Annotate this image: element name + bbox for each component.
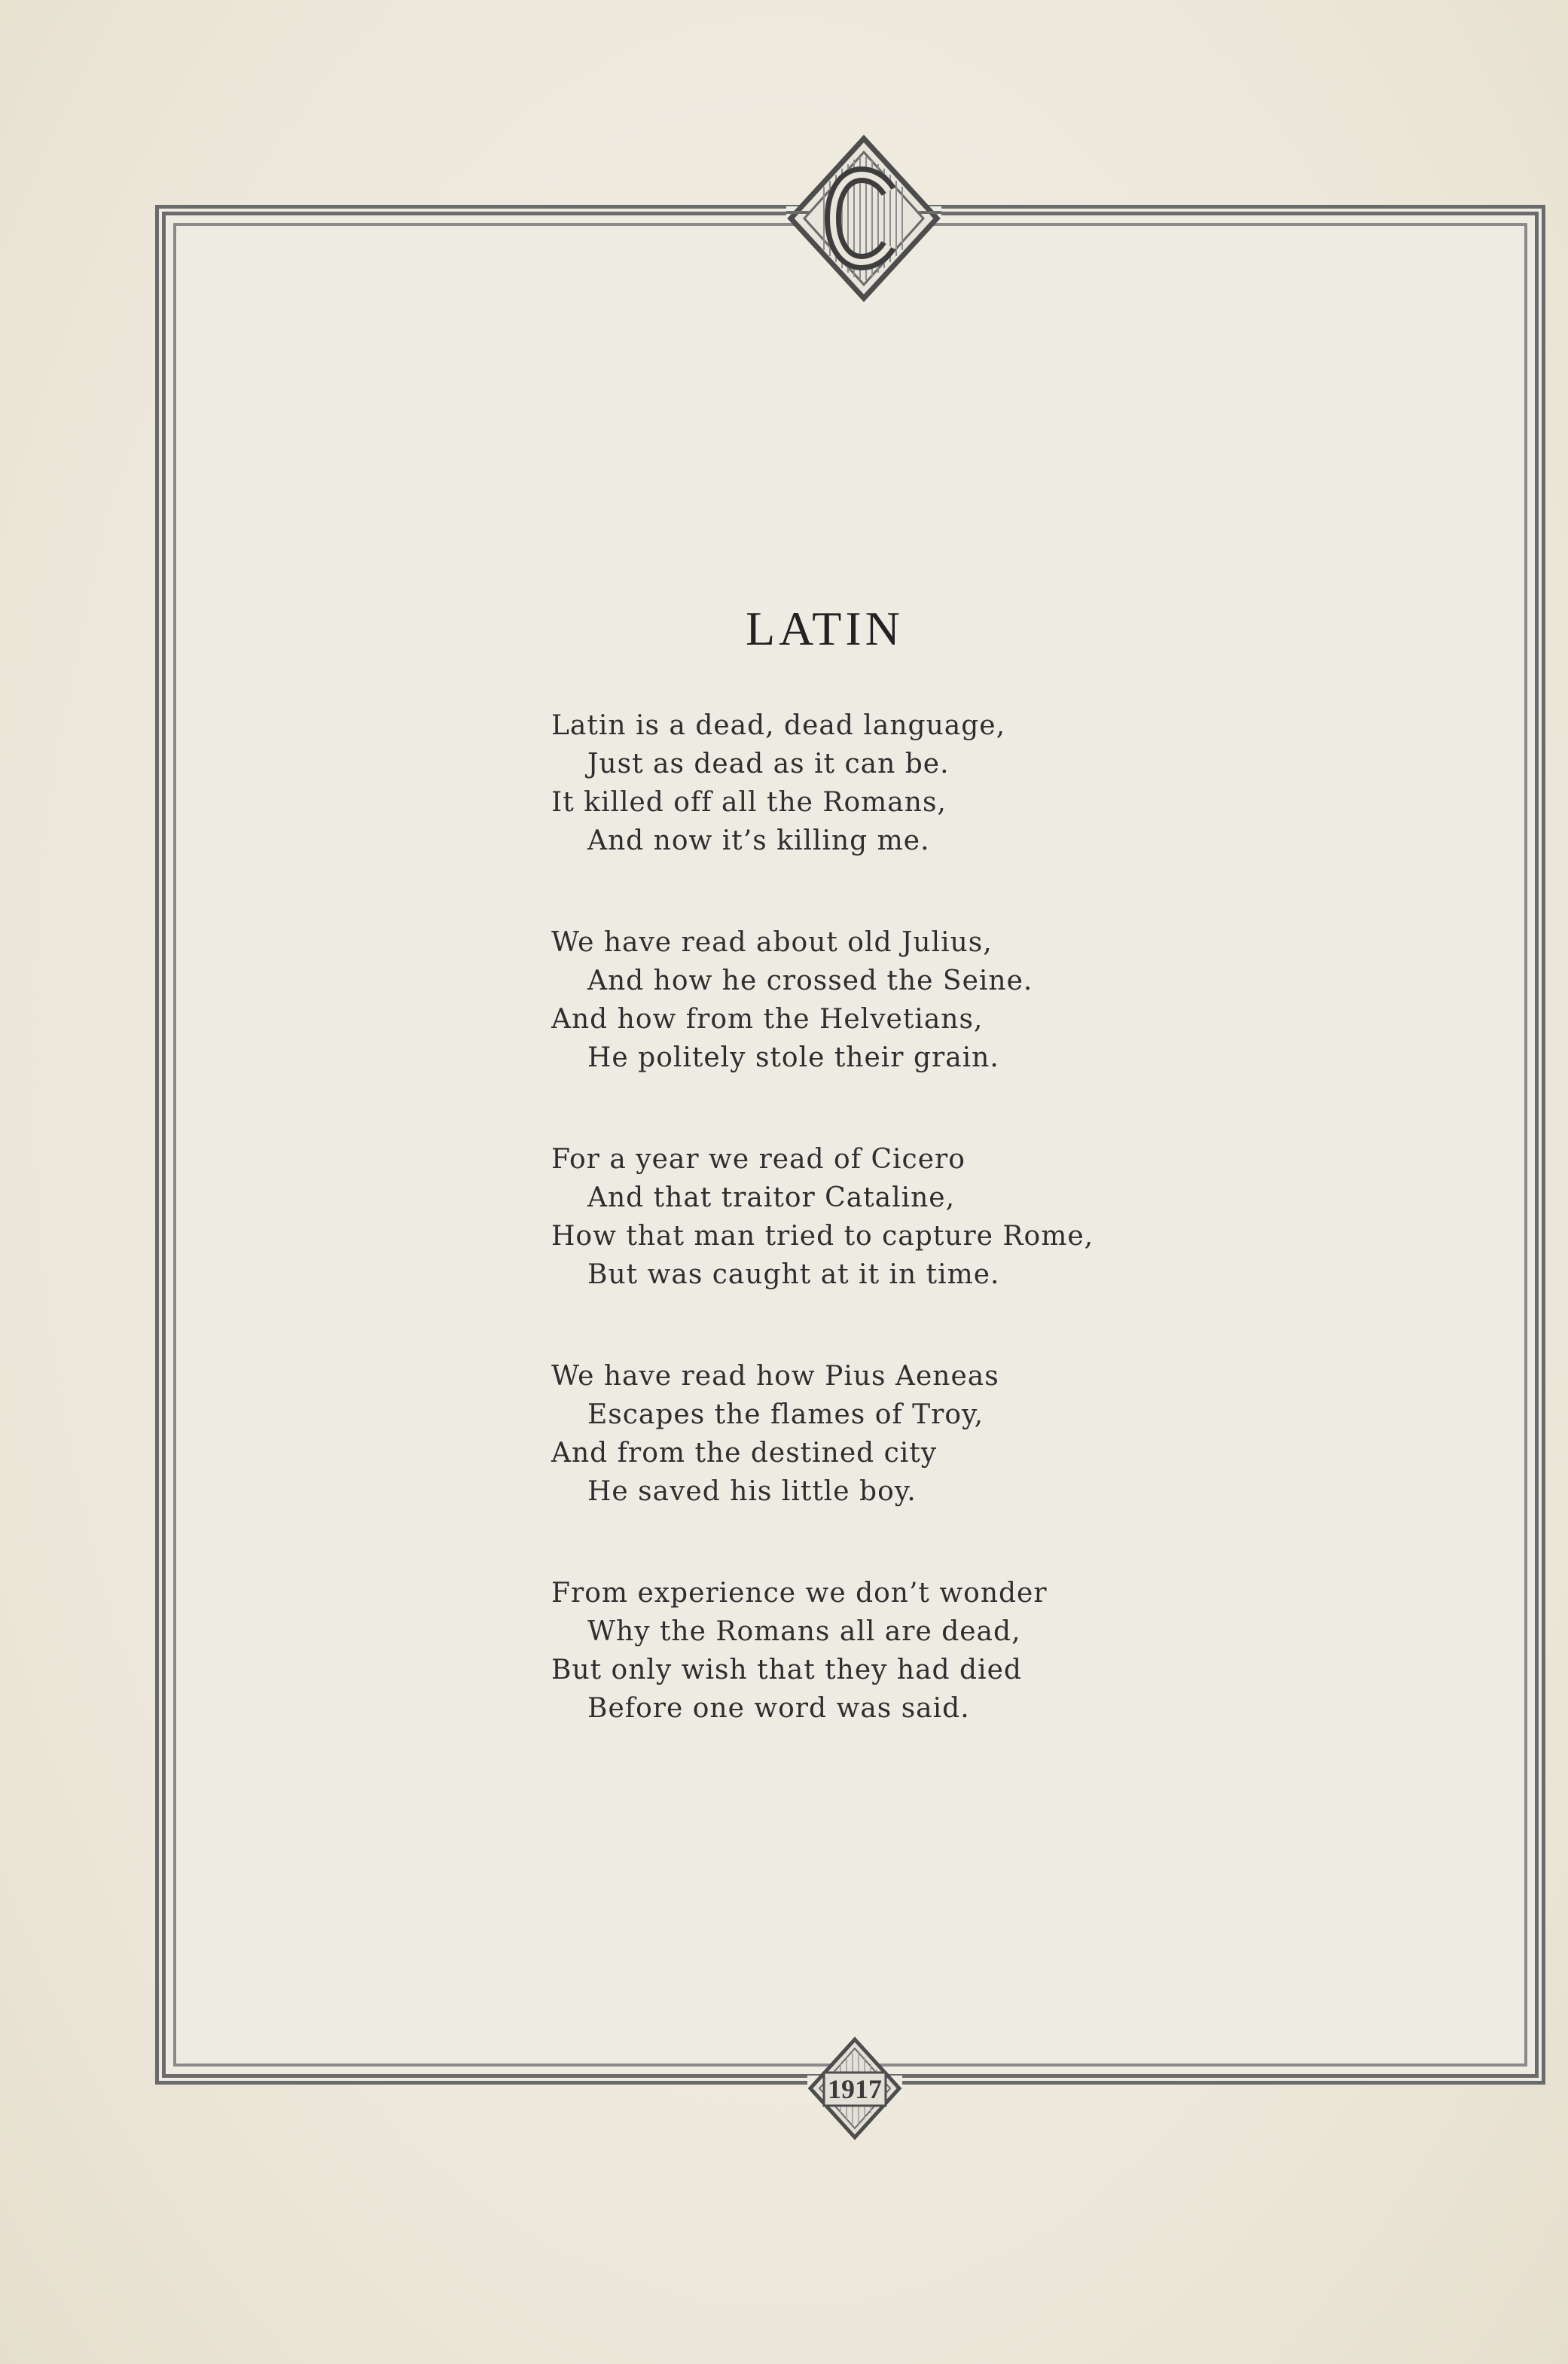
- poem-body: [551, 706, 1094, 1791]
- poem-line: And from the destined city: [551, 1438, 938, 1469]
- poem-line: Latin is a dead, dead language,: [551, 710, 1006, 741]
- poem-stanza: [551, 706, 1094, 860]
- poem-line: How that man tried to capture Rome,: [551, 1221, 1094, 1252]
- poem-line: From experience we don’t wonder: [551, 1578, 1048, 1609]
- poem-line: Escapes the flames of Troy,: [587, 1399, 984, 1430]
- poem-line: And that traitor Cataline,: [587, 1182, 956, 1213]
- poem-line: And now it’s killing me.: [587, 825, 930, 856]
- poem-line: For a year we read of Cicero: [551, 1144, 966, 1175]
- poem-line: But was caught at it in time.: [587, 1259, 1000, 1290]
- poem-stanza: [551, 1140, 1094, 1294]
- poem-line: He saved his little boy.: [587, 1476, 917, 1507]
- poem-line: He politely stole their grain.: [587, 1042, 999, 1073]
- poem-line: And how he crossed the Seine.: [587, 965, 1033, 996]
- poem-line: And how from the Helvetians,: [551, 1004, 984, 1035]
- poem-stanza: [551, 923, 1094, 1077]
- poem-line: It killed off all the Romans,: [551, 787, 947, 818]
- poem-line: But only wish that they had died: [551, 1655, 1022, 1685]
- poem-line: Why the Romans all are dead,: [587, 1616, 1021, 1647]
- poem-stanza: [551, 1357, 1094, 1511]
- poem-line: We have read about old Julius,: [551, 927, 993, 958]
- c-emblem-icon: [786, 134, 941, 303]
- year-emblem-icon: [807, 2036, 902, 2140]
- page-title: LATIN: [746, 602, 904, 655]
- poem-stanza: [551, 1574, 1094, 1728]
- poem-line: We have read how Pius Aeneas: [551, 1361, 999, 1392]
- poem-line: Before one word was said.: [587, 1693, 970, 1724]
- poem-line: Just as dead as it can be.: [587, 749, 950, 779]
- svg-text:1917: 1917: [828, 2074, 882, 2104]
